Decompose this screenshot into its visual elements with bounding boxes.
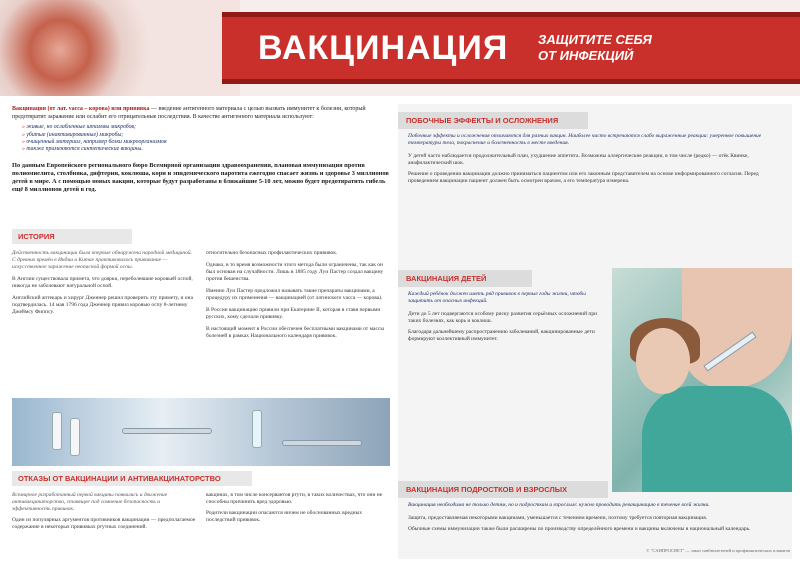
vaccine-photo-strip — [12, 398, 390, 466]
list-item: » очищенный материал, например белки микроорганизмов — [22, 139, 390, 146]
history-paragraph: В Англии существовала примета, что доярки, переболевшие коровьей оспой, никогда не заболевают натуральной оспой. — [12, 276, 193, 289]
side-effects-paragraph: У детей часто наблюдается продолжительный плач, ухудшение аппетита. Возможны аллергические реакции, в том числе (редко) — отёк Квинке, анафилактический шок. — [408, 153, 749, 166]
page-title: ВАКЦИНАЦИЯ — [258, 28, 509, 67]
history-paragraph: В России вакцинацию привили при Екатерине II, которая в ставя первыми русских, кому сделали прививку. — [206, 307, 381, 320]
list-item: » живые, но ослабленные штаммы микробов; — [22, 124, 390, 131]
history-body — [12, 250, 390, 340]
side-effects-paragraph: Решение о проведении вакцинации должно приниматься пациентом или его законным представителем на основе информированного согласия. Перед проведением вакцинации пациент должен быть осмотрен врачом, а его температура измерена. — [408, 171, 759, 184]
anti-column-left — [12, 492, 196, 531]
vial-image — [52, 412, 62, 450]
title-banner — [222, 12, 800, 84]
anti-heading: ОТКАЗЫ ОТ ВАКЦИНАЦИИ И АНТИВАКЦИНАТОРСТВО — [12, 471, 252, 486]
adults-section — [398, 481, 792, 535]
subtitle-line-2: ОТ ИНФЕКЦИЙ — [538, 48, 634, 63]
adults-paragraph: Защита, предоставляемая некоторыми вакцинами, уменьшается с течением времени, поэтому требуется повторная вакцинация. — [408, 515, 708, 521]
anti-paragraph: вакцинах, в том числе консервантов ртути, в таких количествах, что они не способны причинить вред здоровью. — [206, 492, 383, 505]
history-paragraph: Однако, в то время возможности этого метода были ограничены, так как он был основан на случайности. Лишь в 1885 году Луи Пастер создал вакцину против бешенства. — [206, 262, 384, 282]
history-column-left — [12, 250, 196, 340]
anti-body — [12, 492, 390, 531]
photo-arm — [682, 268, 792, 388]
syringe-image — [122, 428, 212, 434]
children-heading: ВАКЦИНАЦИЯ ДЕТЕЙ — [398, 270, 532, 287]
intro-paragraph — [12, 106, 390, 121]
children-paragraph: Благодаря дальнейшему распространению заболеваний, вакцинированные дети формируют коллективный иммунитет. — [408, 329, 595, 342]
side-effects-heading: ПОБОЧНЫЕ ЭФФЕКТЫ И ОСЛОЖНЕНИЯ — [398, 112, 588, 129]
right-column — [398, 104, 792, 559]
history-paragraph: Английский аптекарь и хирург Дженнер решил проверить эту примету, и она подтвердилась. 14 мая 1796 года Дженнер привил коровью оспу 8-летнему Джеймсу Фиппсу. — [12, 295, 193, 315]
photo-face — [636, 328, 690, 394]
history-column-right — [206, 250, 390, 340]
anti-column-right — [206, 492, 390, 531]
header — [0, 0, 800, 96]
list-item: » также применяются синтетические вакцины. — [22, 146, 390, 153]
children-paragraph: Дети до 5 лет подвергаются особому риску развития серьёзных осложнений при таких болезнях, как корь и коклюш. — [408, 311, 598, 324]
history-section — [12, 229, 390, 396]
vial-image — [70, 418, 80, 456]
syringe-image — [282, 440, 362, 446]
history-quote: Действенность вакцинации была впервые обнаружена народной медициной. С древних времён в Индии и Китае практиковалось прививание — искусственное заражение неопасной формой оспы. — [12, 250, 193, 270]
intro-lead: Вакцинация (от лат. vacca – корова) или прививка — [12, 106, 150, 112]
anti-paragraph: Один из популярных аргументов противников вакцинации — предполагаемое содержание в некоторых прививках ртутных соединений. — [12, 517, 196, 530]
who-statistic: По данным Европейского регионального бюро Всемирной организации здравоохранения, плановая иммунизация против полиомиелита, столбняка, дифтерии, коклюша, кори и эпидемического паротита ежегодно спасает жизнь и здоровье 3 миллионов детей в мире. А с помощью новых вакцин, которые будут разработаны в ближайшие 5-10 лет, можно будет предотвратить гибель ещё 8 миллионов детей в год. — [12, 161, 389, 193]
intro-section — [12, 106, 390, 194]
history-paragraph: относительно безопасных профилактических прививок. — [206, 250, 338, 256]
vial-image — [252, 410, 262, 448]
side-effects-lead: Побочные эффекты и осложнения отличаются для разных вакцин. Наиболее часто встречаются слабо выраженные реакции: умеренное повышение температуры тела, покраснение и болезненность в месте введения. — [408, 133, 762, 146]
anti-quote: Всемирное разработанный первой вакцины появились и движение антивакцинаторства, ставящее под сомнение безопасность и эффективность прививок. — [12, 492, 168, 512]
history-paragraph: В настоящий момент в России обеспечен бесплатными вакцинами от массы болезней в рамках Национального календаря прививок. — [206, 326, 385, 339]
history-paragraph: Именно Луи Пастер предложил называть такие препараты вакцинами, а процедуру их применения — вакцинацией (от латинского vacca — корова). — [206, 288, 383, 301]
page-subtitle — [538, 32, 652, 64]
adults-lead: Вакцинация необходима не только детям, но и подросткам и взрослым: нужно проводить ревакцинацию в течение всей жизни. — [408, 502, 710, 508]
anti-vaccination-section — [12, 471, 390, 531]
adults-heading: ВАКЦИНАЦИЯ ПОДРОСТКОВ И ВЗРОСЛЫХ — [398, 481, 608, 498]
children-lead: Каждый ребёнок должен иметь ряд прививок в первые годы жизни, чтобы защитить от опасных инфекций. — [408, 291, 586, 304]
photo-shirt — [642, 386, 792, 492]
list-item: » убитые (инактивированные) микробы; — [22, 132, 390, 139]
side-effects-section — [398, 112, 792, 187]
virus-illustration — [0, 0, 240, 96]
antigen-list — [22, 124, 390, 154]
children-section — [398, 270, 612, 345]
intro-text: — введение антигенного материала с целью вызвать иммунитет к болезни, который предотвратит заражение или ослабит его отрицательные последствия. В качестве антигенного материала используют: — [12, 106, 366, 120]
vaccination-photo — [612, 268, 792, 492]
subtitle-line-1: ЗАЩИТИТЕ СЕБЯ — [538, 32, 652, 47]
adults-paragraph: Обычные схемы иммунизации также были расширены по производству определённого времени и вакцины включены в национальный календарь. — [408, 526, 751, 532]
footer-credit: © "САНПРОСВЕТ" — заказ санбюллетеней и профилактических плакатов — [646, 548, 790, 553]
anti-paragraph: Родители вакцинации опасаются ничем не обоснованных вредных последствий прививок. — [206, 510, 363, 523]
history-heading: ИСТОРИЯ — [12, 229, 132, 244]
